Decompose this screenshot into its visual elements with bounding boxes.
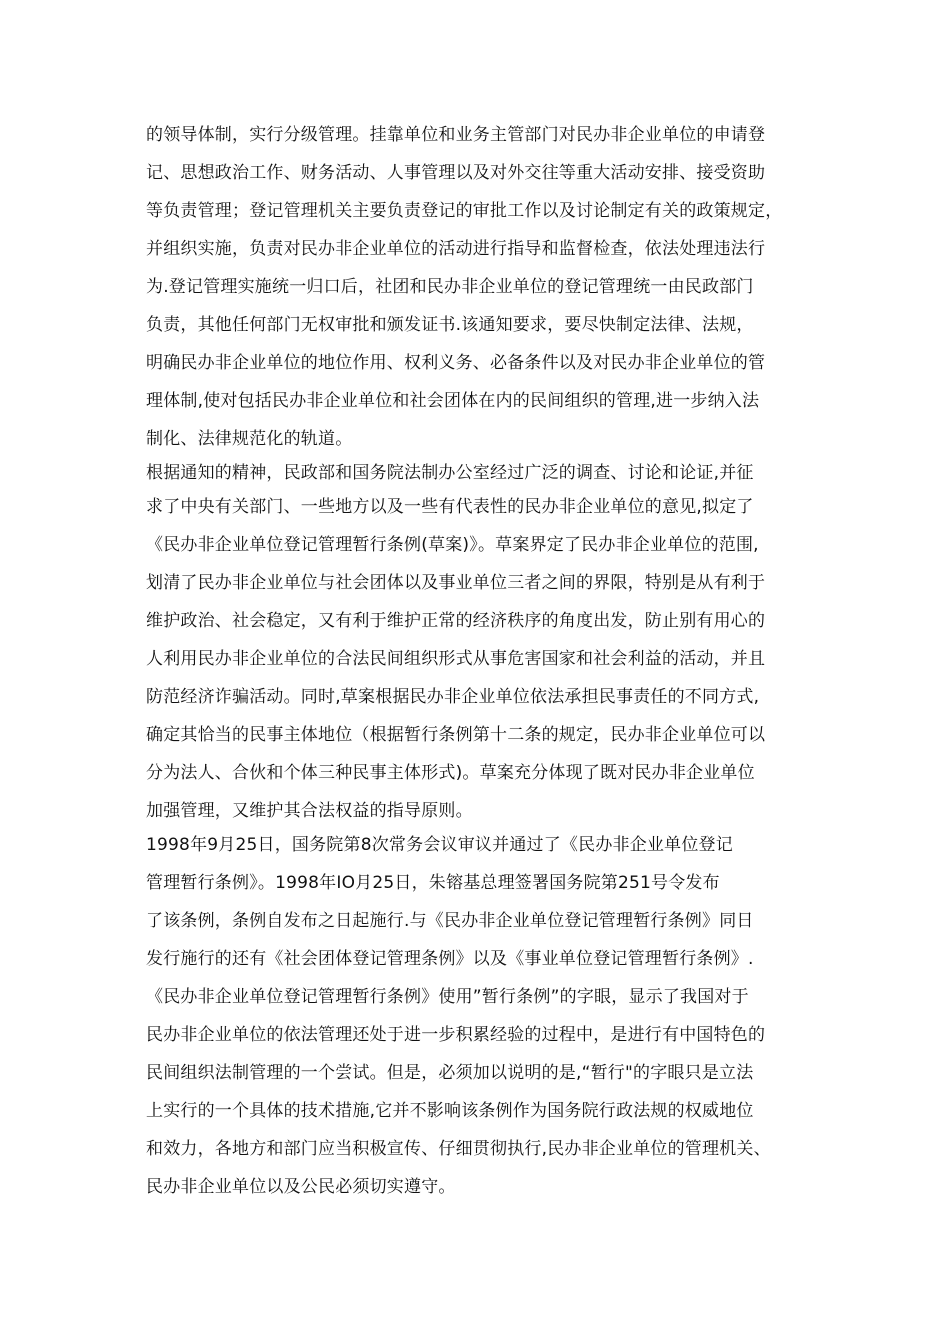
text-line: 明确民办非企业单位的地位作用、权利义务、必备条件以及对民办非企业单位的管 xyxy=(146,353,766,373)
text-line: 求了中央有关部门、一些地方以及一些有代表性的民办非企业单位的意见,拟定了 xyxy=(146,497,754,517)
text-line: 维护政治、社会稳定，又有利于维护正常的经济秩序的角度出发，防止别有用心的 xyxy=(146,611,766,631)
text-line: 确定其恰当的民事主体地位（根据暂行条例第十二条的规定，民办非企业单位可以 xyxy=(146,725,766,745)
text-line: 等负责管理；登记管理机关主要负责登记的审批工作以及讨论制定有关的政策规定， xyxy=(146,201,783,221)
text-line: 负责，其他任何部门无权审批和颁发证书.该通知要求，要尽快制定法律、法规， xyxy=(146,315,754,335)
text-line: 根据通知的精神，民政部和国务院法制办公室经过广泛的调查、讨论和论证,并征 xyxy=(146,463,754,483)
text-line: 划清了民办非企业单位与社会团体以及事业单位三者之间的界限，特别是从有利于 xyxy=(146,573,766,593)
text-line: 理体制,使对包括民办非企业单位和社会团体在内的民间组织的管理,进一步纳入法 xyxy=(146,391,760,411)
text-line: 管理暂行条例》。1998年IO月25日，朱镕基总理签署国务院第251号令发布 xyxy=(146,873,720,893)
text-line: 《民办非企业单位登记管理暂行条例》使用”暂行条例”的字眼，显示了我国对于 xyxy=(146,987,749,1007)
text-line: 民办非企业单位的依法管理还处于进一步积累经验的过程中，是进行有中国特色的 xyxy=(146,1025,766,1045)
text-line: 和效力，各地方和部门应当积极宣传、仔细贯彻执行,民办非企业单位的管理机关、 xyxy=(146,1139,771,1159)
text-line: 民间组织法制管理的一个尝试。但是，必须加以说明的是,“暂行"的字眼只是立法 xyxy=(146,1063,754,1083)
text-line: 加强管理，又维护其合法权益的指导原则。 xyxy=(146,801,473,821)
text-line: 的领导体制，实行分级管理。挂靠单位和业务主管部门对民办非企业单位的申请登 xyxy=(146,125,766,145)
text-line: 制化、法律规范化的轨道。 xyxy=(146,429,353,449)
text-line: 《民办非企业单位登记管理暂行条例(草案)》。草案界定了民办非企业单位的范围, xyxy=(146,535,759,555)
text-line: 防范经济诈骗活动。同时,草案根据民办非企业单位依法承担民事责任的不同方式, xyxy=(146,687,760,707)
text-line: 上实行的一个具体的技术措施,它并不影响该条例作为国务院行政法规的权威地位 xyxy=(146,1101,754,1121)
text-line: 民办非企业单位以及公民必须切实遵守。 xyxy=(146,1177,456,1197)
text-line: 发行施行的还有《社会团体登记管理条例》以及《事业单位登记管理暂行条例》. xyxy=(146,949,754,969)
text-line: 并组织实施，负责对民办非企业单位的活动进行指导和监督检查，依法处理违法行 xyxy=(146,239,766,259)
text-line: 分为法人、合伙和个体三种民事主体形式)。草案充分体现了既对民办非企业单位 xyxy=(146,763,755,783)
text-line: 为.登记管理实施统一归口后，社团和民办非企业单位的登记管理统一由民政部门 xyxy=(146,277,754,297)
text-line: 了该条例，条例自发布之日起施行.与《民办非企业单位登记管理暂行条例》同日 xyxy=(146,911,754,931)
text-line: 人利用民办非企业单位的合法民间组织形式从事危害国家和社会利益的活动，并且 xyxy=(146,649,766,669)
text-line: 1998年9月25日，国务院第8次常务会议审议并通过了《民办非企业单位登记 xyxy=(146,835,733,855)
text-line: 记、思想政治工作、财务活动、人事管理以及对外交往等重大活动安排、接受资助 xyxy=(146,163,766,183)
